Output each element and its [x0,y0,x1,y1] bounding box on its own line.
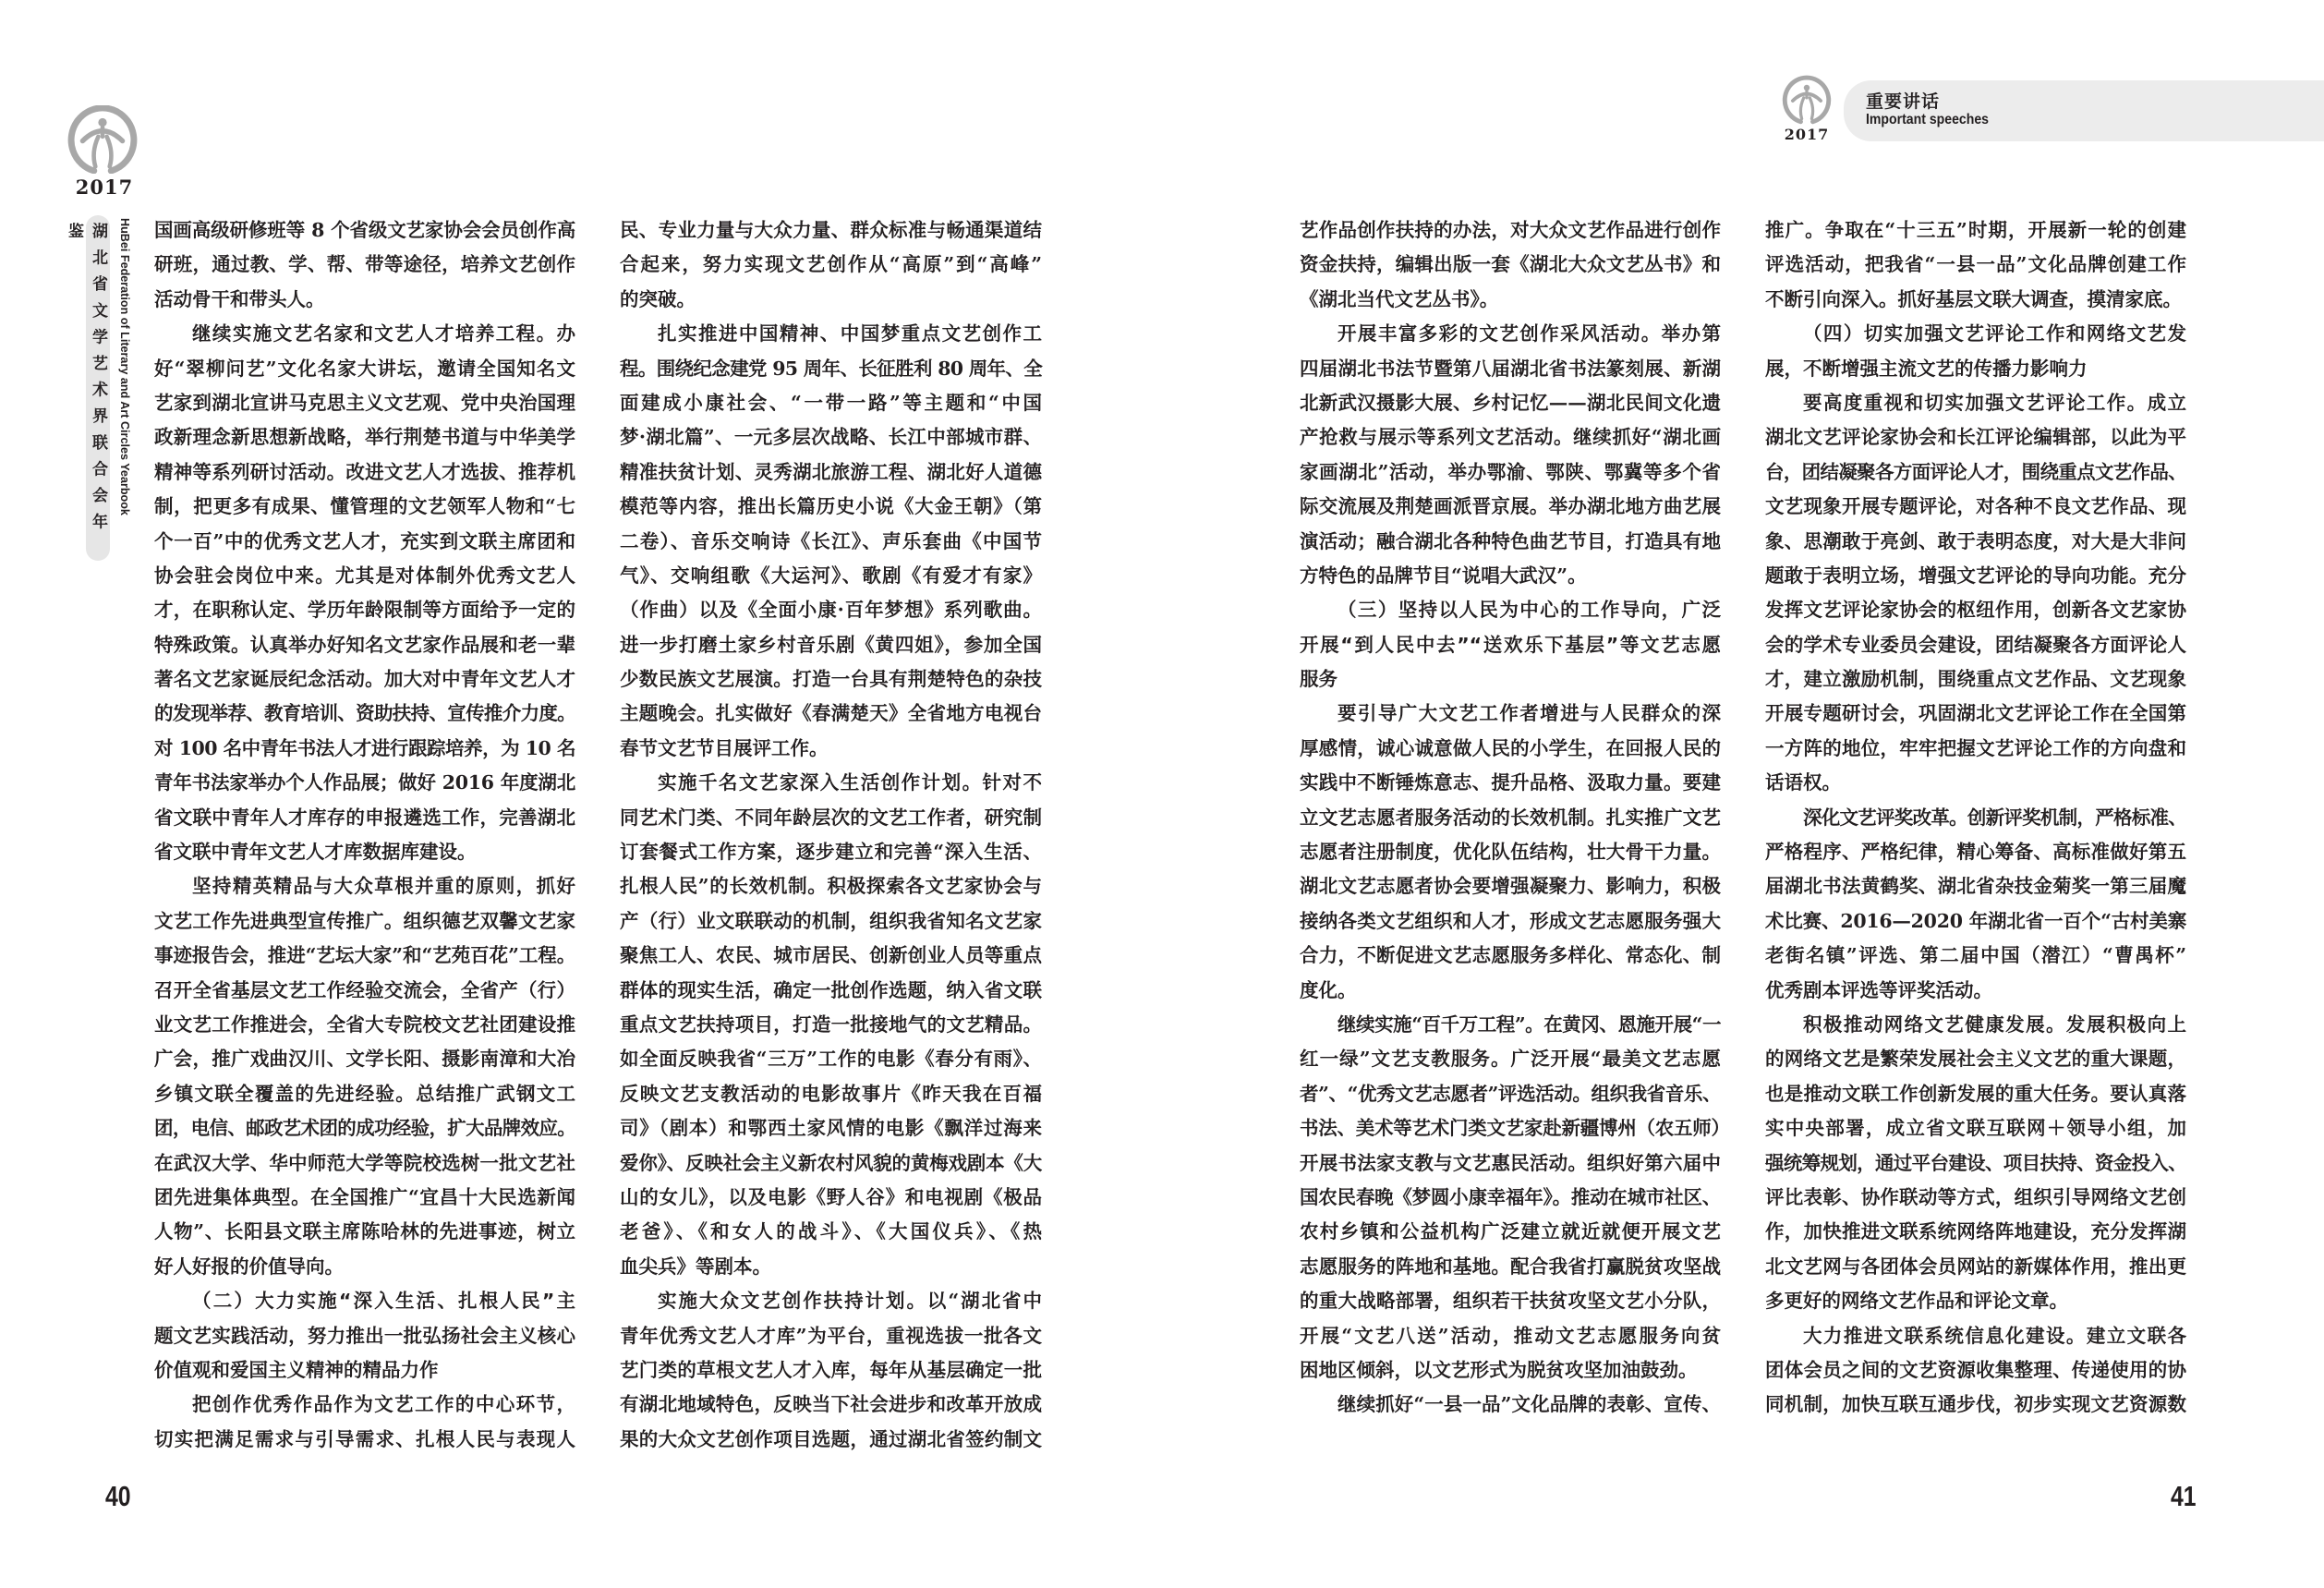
text-line: 团体会员之间的文艺资源收集整理、传递使用的协 [1765,1358,2186,1381]
text-line: 继续抓好“一县一品”文化品牌的表彰、宣传、 [1338,1393,1721,1416]
text-line: 扎实推进中国精神、中国梦重点文艺创作工 [658,322,1042,345]
right-page-column-2 [1765,213,2186,1423]
text-line: 者”、“优秀文艺志愿者”评选活动。组织我省音乐、 [1300,1082,1721,1105]
spine-title-english: HuBei Federation of Literary and Art Circles Yearbook [118,218,131,515]
text-line: 模范等内容，推出长篇历史小说《大金王朝》（第 [620,495,1042,518]
text-line: 题文艺实践活动，努力推出一批弘扬社会主义核心 [154,1324,575,1347]
text-line: 春节文艺节目展评工作。 [620,736,829,759]
text-line: 际交流展及荆楚画派晋京展。举办湖北地方曲艺展 [1300,495,1721,518]
section-title-english: Important speeches [1866,112,1990,127]
text-line: 扎根人民”的长效机制。积极探索各文艺家协会与 [620,875,1042,898]
text-line: 积极推动网络文艺健康发展。发展积极向上 [1803,1012,2186,1036]
text-line: 文艺工作先进典型宣传推广。组织德艺双馨文艺家 [154,909,575,932]
text-line: 血尖兵》等剧本。 [620,1255,771,1278]
text-line: 服务 [1300,668,1338,691]
text-line: 开展丰富多彩的文艺创作采风活动。举办第 [1338,322,1721,345]
text-line: 事迹报告会，推进“艺坛大家”和“艺苑百花”工程。 [154,944,575,967]
text-line: 二卷）、音乐交响诗《长江》、声乐套曲《中国节 [620,529,1042,552]
text-line: 大力推进文联系统信息化建设。建立文联各 [1803,1324,2186,1347]
text-line: 国画高级研修班等 8 个省级文艺家协会会员创作高 [154,219,575,241]
text-line: 困地区倾斜，以文艺形式为脱贫攻坚加油鼓劲。 [1300,1358,1698,1381]
text-line: 四届湖北书法节暨第八届湖北省书法篆刻展、新湖 [1300,357,1721,380]
text-line: 话语权。 [1765,771,1841,794]
text-line: 制，把更多有成果、懂管理的文艺领军人物和“七 [154,495,575,518]
text-line: 订套餐式工作方案，逐步建立和完善“深入生活、 [620,841,1042,864]
text-line: 面建成小康社会、“一带一路”等主题和“中国 [620,391,1042,414]
text-line: 湖北文艺评论家协会和长江评论编辑部，以此为平 [1765,426,2186,449]
text-line: 反映文艺支教活动的电影故事片《昨天我在百福 [620,1082,1042,1105]
text-line: 召开全省基层文艺工作经验交流会，全省产（行） [154,978,575,1001]
text-line: 红一绿”文艺支教服务。广泛开展“最美文艺志愿 [1300,1048,1721,1071]
text-line: 产抢救与展示等系列文艺活动。继续抓好“湖北画 [1300,426,1721,449]
text-line: 坚持精英精品与大众草根并重的原则，抓好 [192,875,575,898]
text-line: 价值观和爱国主义精神的精品力作 [154,1358,439,1381]
text-line: 作，加快推进文联系统网络阵地建设，充分发挥湖 [1765,1220,2186,1243]
text-line: 团先进集体典型。在全国推广“宜昌十大民选新闻 [154,1185,575,1208]
text-line: 评比表彰、协作联动等方式，组织引导网络文艺创 [1765,1185,2186,1208]
text-line: 立文艺志愿者服务活动的长效机制。扎实推广文艺 [1300,806,1721,829]
text-line: 协会驻会岗位中来。尤其是对体制外优秀文艺人 [154,564,575,587]
text-line: 团，电信、邮政艺术团的成功经验，扩大品牌效应。 [154,1117,575,1140]
text-line: 方特色的品牌节目“说唱大武汉”。 [1300,564,1587,587]
text-line: 实施大众文艺创作扶持计划。以“湖北省中 [658,1290,1042,1313]
text-line: 题敢于表明立场，增强文艺评论的导向功能。充分 [1765,564,2186,587]
text-line: 展，不断增强主流文艺的传播力影响力 [1765,357,2088,380]
text-line: 艺作品创作扶持的办法，对大众文艺作品进行创作 [1300,219,1721,241]
text-line: 爱你》、反映社会主义新农村风貌的黄梅戏剧本《大 [620,1151,1042,1174]
yearbook-year: 2017 [1784,126,1830,143]
text-line: 也是推动文联工作创新发展的重大任务。要认真落 [1765,1082,2186,1105]
text-line: 少数民族文艺展演。打造一台具有荆楚特色的杂技 [620,668,1042,691]
text-line: 演活动；融合湖北各种特色曲艺节目，打造具有地 [1300,529,1721,552]
section-header-tab [1844,80,2324,141]
text-line: 会的学术专业委员会建设，团结凝聚各方面评论人 [1765,633,2186,656]
text-line: 要引导广大文艺工作者增进与人民群众的深 [1338,702,1721,725]
text-line: 业文艺工作推进会，全省大专院校文艺社团建设推 [154,1012,575,1036]
text-line: 艺家到湖北宣讲马克思主义文艺观、党中央治国理 [154,391,575,414]
spine-title-chinese: 湖北省文学艺术界联合会年鉴 [86,215,110,561]
yearbook-year: 2017 [75,176,134,199]
text-line: 的发现举荐、教育培训、资助扶持、宣传推介力度。 [154,702,575,725]
text-line: 农村乡镇和公益机构广泛建立就近就便开展文艺 [1300,1220,1721,1243]
federation-emblem-icon [1782,74,1832,126]
text-line: 特殊政策。认真举办好知名文艺家作品展和老一辈 [154,633,575,656]
text-line: 青年优秀文艺人才库”为平台，重视选拔一批各文 [620,1324,1042,1347]
text-line: 优秀剧本评选等评奖活动。 [1765,978,1992,1001]
text-line: 文艺现象开展专题评论，对各种不良文艺作品、现 [1765,495,2186,518]
text-line: 司》（剧本）和鄂西土家风情的电影《飘洋过海来 [620,1117,1042,1140]
text-line: 合力，不断促进文艺志愿服务多样化、常态化、制 [1300,944,1721,967]
text-line: 多更好的网络文艺作品和评论文章。 [1765,1290,2068,1313]
text-line: 对 100 名中青年书法人才进行跟踪培养，为 10 名 [154,736,575,759]
text-line: 果的大众文艺创作项目选题，通过湖北省签约制文 [620,1427,1042,1450]
text-line: 个一百”中的优秀文艺人才，充实到文联主席团和 [154,529,575,552]
text-line: 一方阵的地位，牢牢把握文艺评论工作的方向盘和 [1765,736,2186,759]
text-line: 不断引向深入。抓好基层文联大调查，摸清家底。 [1765,287,2182,310]
text-line: 老爸》、《和女人的战斗》、《大国仪兵》、《热 [620,1220,1042,1243]
text-line: 山的女儿》，以及电影《野人谷》和电视剧《极品 [620,1185,1042,1208]
text-line: 的突破。 [620,287,696,310]
text-line: 精准扶贫计划、灵秀湖北旅游工程、湖北好人道德 [620,460,1042,483]
text-line: 聚焦工人、农民、城市居民、创新创业人员等重点 [620,944,1042,967]
text-line: 发挥文艺评论家协会的枢纽作用，创新各文艺家协 [1765,599,2186,622]
text-line: 气》、交响组歌《大运河》、歌剧《有爱才有家》 [620,564,1042,587]
left-page-column-1 [154,213,575,1457]
text-line: 强统筹规划，通过平台建设、项目扶持、资金投入、 [1765,1151,2186,1174]
text-line: 志愿者注册制度，优化队伍结构，壮大骨干力量。 [1300,841,1721,864]
text-line: 主题晚会。扎实做好《春满楚天》全省地方电视台 [620,702,1042,725]
text-line: 家画湖北”活动，举办鄂渝、鄂陕、鄂冀等多个省 [1300,460,1721,483]
page-number-right: 41 [2171,1480,2197,1512]
text-line: 省文联中青年人才库存的申报遴选工作，完善湖北 [154,806,575,829]
text-line: 厚感情，诚心诚意做人民的小学生，在回报人民的 [1300,736,1721,759]
federation-emblem-icon [67,105,139,174]
text-line: （四）切实加强文艺评论工作和网络文艺发 [1803,322,2186,345]
text-line: 好人好报的价值导向。 [154,1255,344,1278]
text-line: 进一步打磨土家乡村音乐剧《黄四姐》，参加全国 [620,633,1042,656]
text-line: 度化。 [1300,978,1357,1001]
text-line: 如全面反映我省“三万”工作的电影《春分有雨》、 [620,1048,1042,1071]
text-line: 把创作优秀作品作为文艺工作的中心环节， [192,1393,575,1416]
text-line: 人物”、长阳县文联主席陈哈林的先进事迹，树立 [154,1220,575,1243]
text-line: 接纳各类文艺组织和人才，形成文艺志愿服务强大 [1300,909,1721,932]
text-line: 在武汉大学、华中师范大学等院校选树一批文艺社 [154,1151,575,1174]
text-line: 台，团结凝聚各方面评论人才，围绕重点文艺作品、 [1765,460,2186,483]
text-line: 开展书法家支教与文艺惠民活动。组织好第六届中 [1300,1151,1721,1174]
right-page-column-1 [1300,213,1730,1423]
text-line: 国农民春晚《梦圆小康幸福年》。推动在城市社区、 [1300,1185,1721,1208]
text-line: 继续实施文艺名家和文艺人才培养工程。办 [192,322,575,345]
text-line: 广会，推广戏曲汉川、文学长阳、摄影南漳和大冶 [154,1048,575,1071]
text-line: 民、专业力量与大众力量、群众标准与畅通渠道结 [620,219,1042,241]
text-line: 实践中不断锤炼意志、提升品格、汲取力量。要建 [1300,771,1721,794]
text-line: 北文艺网与各团体会员网站的新媒体作用，推出更 [1765,1255,2186,1278]
text-line: 继续实施“百千万工程”。在黄冈、恩施开展“一 [1338,1012,1721,1036]
text-line: 切实把满足需求与引导需求、扎根人民与表现人 [154,1427,575,1450]
text-line: 程。围绕纪念建党 95 周年、长征胜利 80 周年、全 [620,357,1042,380]
text-line: 梦·湖北篇”、一元多层次战略、长江中部城市群、 [620,426,1042,449]
text-line: 群体的现实生活，确定一批创作选题，纳入省文联 [620,978,1042,1001]
text-line: 深化文艺评奖改革。创新评奖机制，严格标准、 [1803,806,2186,829]
text-line: 术比赛、2016—2020 年湖北省一百个“古村美寨 [1765,909,2186,932]
text-line: 才，在职称认定、学历年龄限制等方面给予一定的 [154,599,575,622]
text-line: 开展“到人民中去”“送欢乐下基层”等文艺志愿 [1300,633,1721,656]
text-line: 书法、美术等艺术门类文艺家赴新疆博州（农五师） [1300,1117,1730,1140]
text-line: 象、思潮敢于亮剑、敢于表明态度，对大是大非问 [1765,529,2186,552]
section-title-chinese: 重要讲话 [1866,91,1941,112]
text-line: 开展“文艺八送”活动，推动文艺志愿服务向贫 [1300,1324,1721,1347]
text-line: 有湖北地域特色，反映当下社会进步和改革开放成 [620,1393,1042,1416]
text-line: 青年书法家举办个人作品展；做好 2016 年度湖北 [154,771,575,794]
text-line: 资金扶持，编辑出版一套《湖北大众文艺丛书》和 [1300,253,1721,276]
text-line: 湖北文艺志愿者协会要增强凝聚力、影响力，积极 [1300,875,1721,898]
text-line: 同艺术门类、不同年龄层次的文艺工作者，研究制 [620,806,1042,829]
text-line: 届湖北书法黄鹤奖、湖北省杂技金菊奖一第三届魔 [1765,875,2186,898]
text-line: 的网络文艺是繁荣发展社会主义文艺的重大课题， [1765,1048,2186,1071]
text-line: 同机制，加快互联互通步伐，初步实现文艺资源数 [1765,1393,2186,1416]
text-line: 严格程序、严格纪律，精心筹备、高标准做好第五 [1765,841,2186,864]
text-line: 老街名镇”评选、第二届中国（潜江）“曹禺杯” [1765,944,2186,967]
text-line: 省文联中青年文艺人才库数据库建设。 [154,841,477,864]
text-line: 实施千名文艺家深入生活创作计划。针对不 [658,771,1042,794]
text-line: （三）坚持以人民为中心的工作导向，广泛 [1338,599,1721,622]
text-line: 乡镇文联全覆盖的先进经验。总结推广武钢文工 [154,1082,575,1105]
text-line: 要高度重视和切实加强文艺评论工作。成立 [1803,391,2186,414]
text-line: 才，建立激励机制，围绕重点文艺作品、文艺现象 [1765,668,2186,691]
text-line: （二）大力实施“深入生活、扎根人民”主 [192,1290,575,1313]
text-line: 重点文艺扶持项目，打造一批接地气的文艺精品。 [620,1012,1042,1036]
text-line: 好“翠柳问艺”文化名家大讲坛，邀请全国知名文 [154,357,575,380]
text-line: 志愿服务的阵地和基地。配合我省打赢脱贫攻坚战 [1300,1255,1721,1278]
text-line: 活动骨干和带头人。 [154,287,325,310]
text-line: 开展专题研讨会，巩固湖北文艺评论工作在全国第 [1765,702,2186,725]
page-number-left: 40 [105,1480,131,1512]
text-line: 著名文艺家诞辰纪念活动。加大对中青年文艺人才 [154,668,575,691]
text-line: 政新理念新思想新战略，举行荆楚书道与中华美学 [154,426,575,449]
text-line: 的重大战略部署，组织若干扶贫攻坚文艺小分队， [1300,1290,1721,1313]
text-line: 艺门类的草根文艺人才入库，每年从基层确定一批 [620,1358,1042,1381]
text-line: 精神等系列研讨活动。改进文艺人才选拔、推荐机 [154,460,575,483]
text-line: 研班，通过教、学、帮、带等途径，培养文艺创作 [154,253,575,276]
text-line: 推广。争取在“十三五”时期，开展新一轮的创建 [1765,219,2186,241]
text-line: （作曲）以及《全面小康·百年梦想》系列歌曲。 [620,599,1042,622]
text-line: 北新武汉摄影大展、乡村记忆——湖北民间文化遗 [1300,391,1721,414]
text-line: 实中央部署，成立省文联互联网＋领导小组，加 [1765,1117,2186,1140]
left-page-column-2 [620,213,1042,1457]
text-line: 评选活动，把我省“一县一品”文化品牌创建工作 [1765,253,2186,276]
text-line: 产（行）业文联联动的机制，组织我省知名文艺家 [620,909,1042,932]
text-line: 合起来，努力实现文艺创作从“高原”到“高峰” [620,253,1042,276]
text-line: 《湖北当代文艺丛书》。 [1300,287,1499,310]
